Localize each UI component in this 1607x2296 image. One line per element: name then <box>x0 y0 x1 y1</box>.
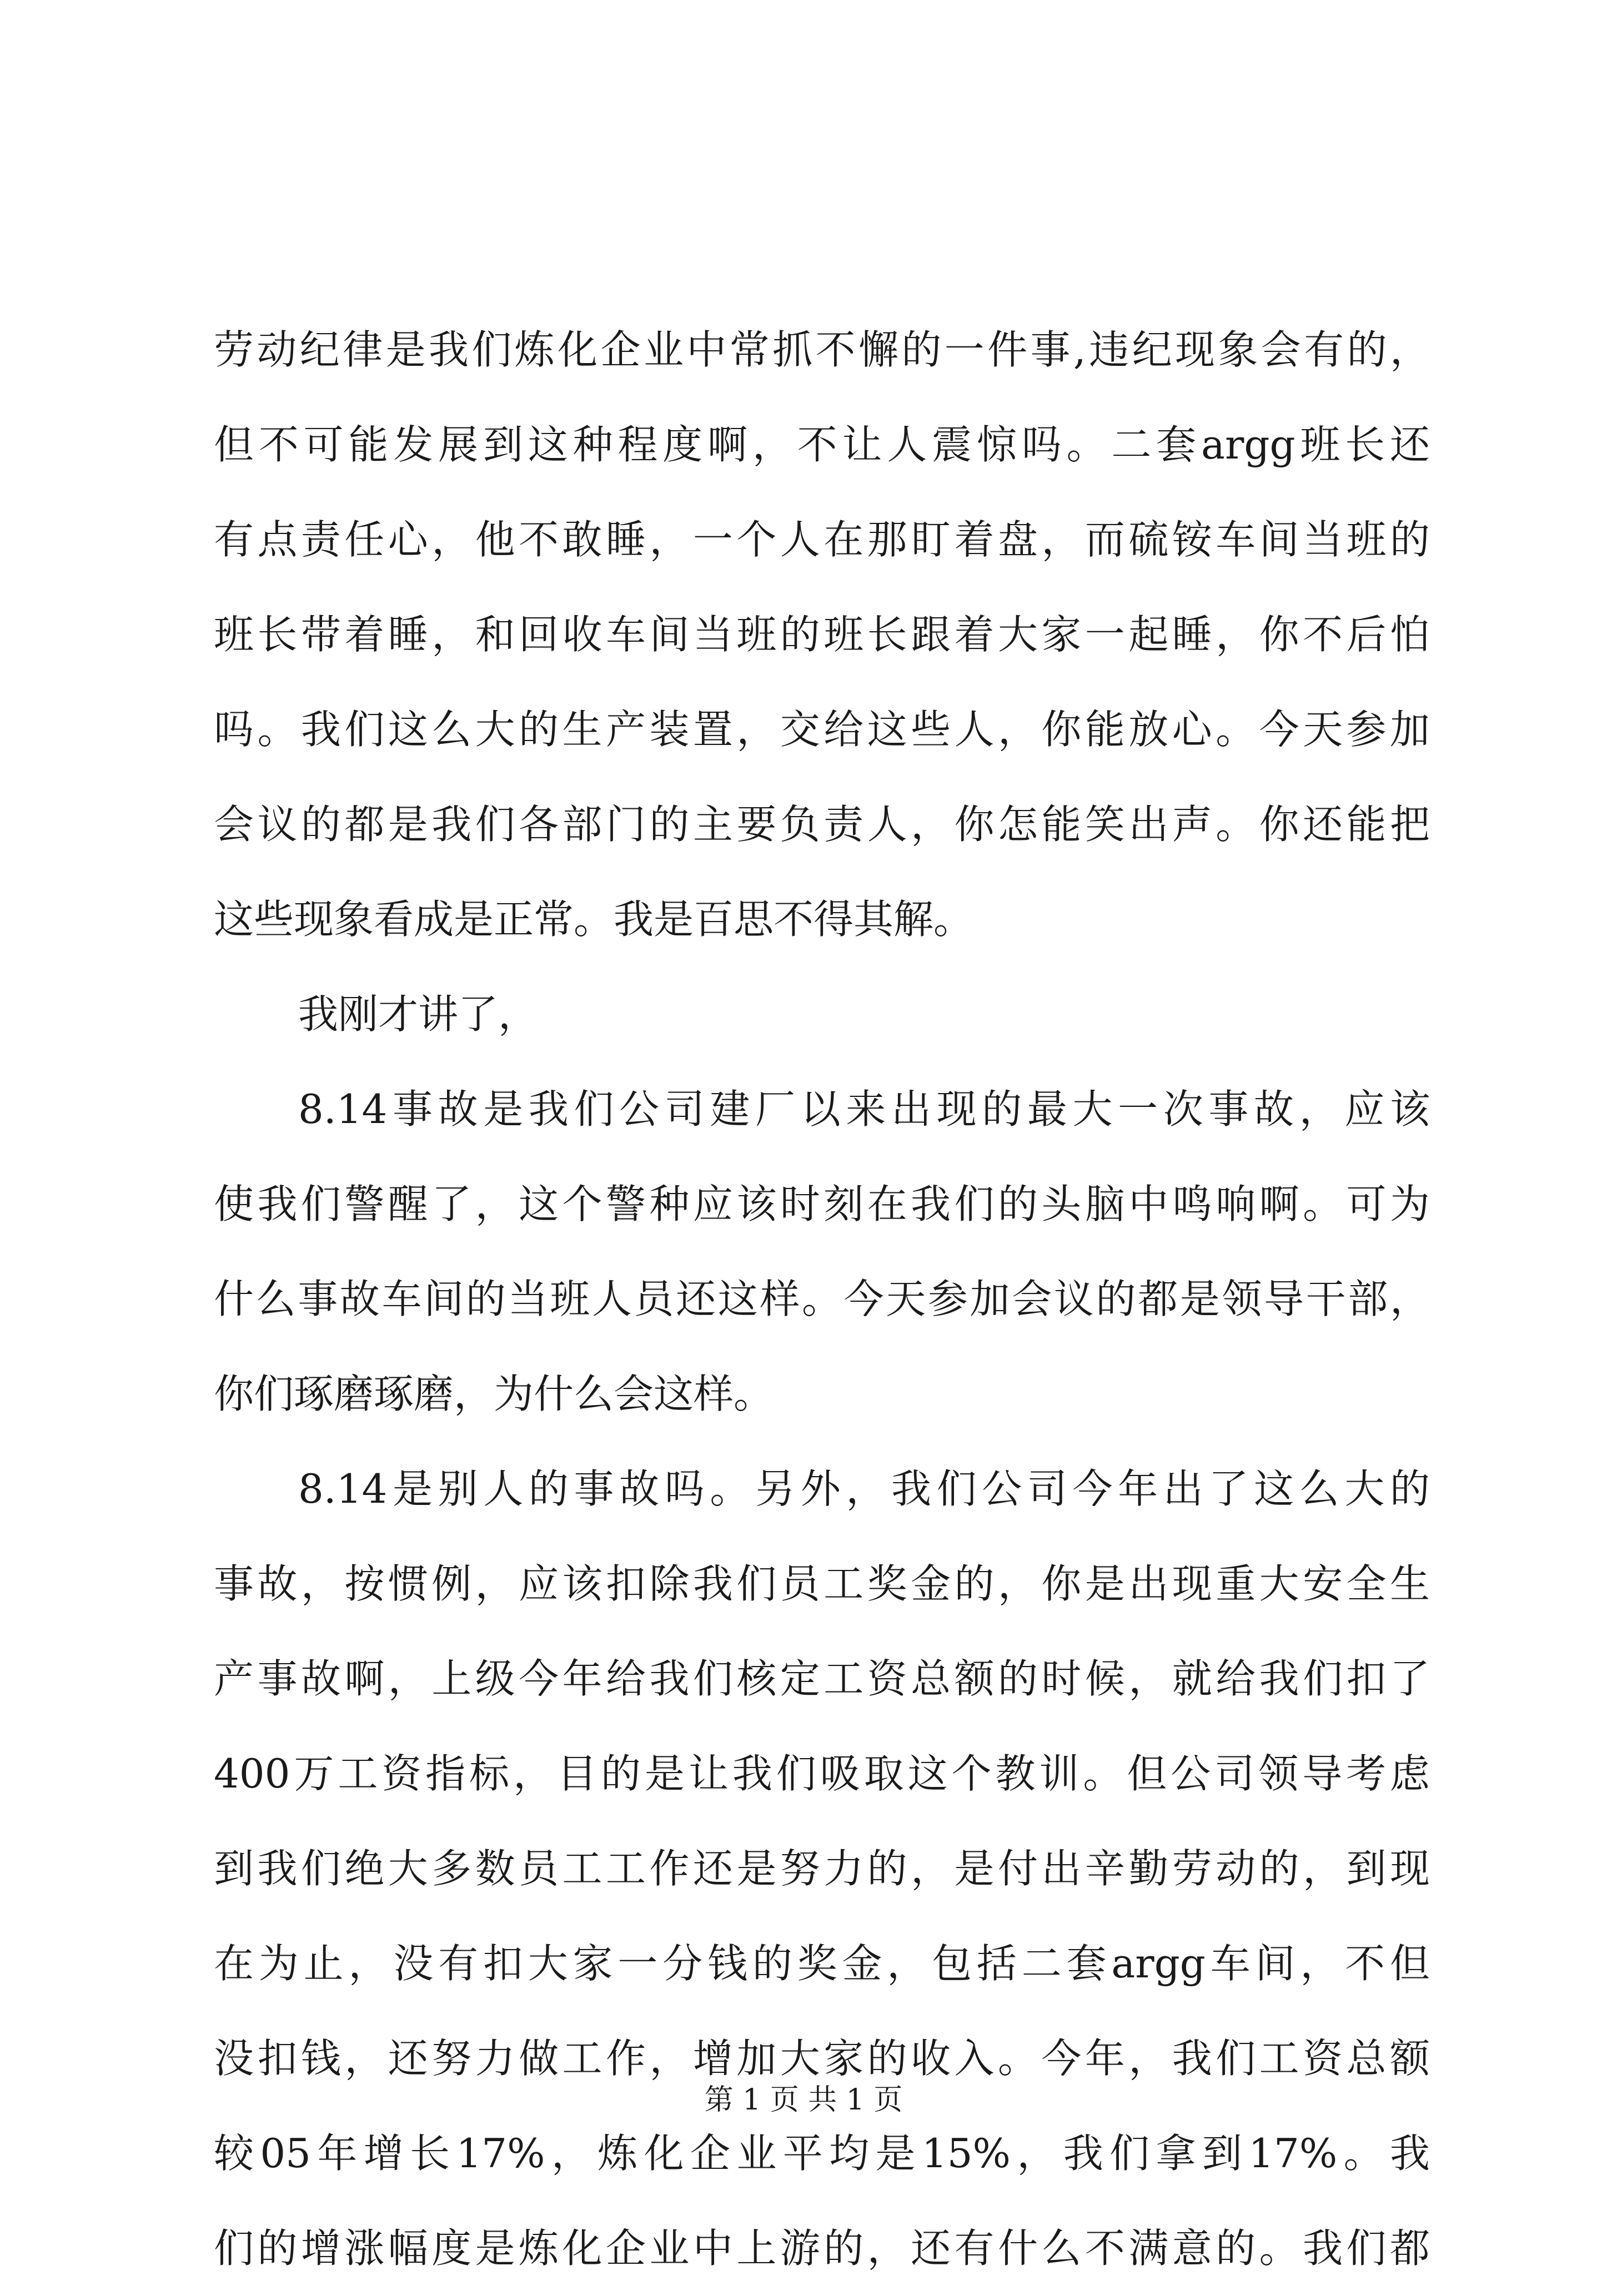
text-line-7: 这些现象看成是正常。我是百思不得其解。 <box>214 896 974 943</box>
text-line-21: 们的增涨幅度是炼化企业中上游的，还有什么不满意的。我们都 <box>214 2225 1430 2272</box>
text-line-17: 到我们绝大多数员工工作还是努力的，是付出辛勤劳动的，到现 <box>214 1845 1430 1892</box>
text-line-18: 在为止，没有扣大家一分钱的奖金，包括二套argg车间，不但 <box>214 1940 1430 1987</box>
page-footer: 第 1 页 共 1 页 <box>704 2083 903 2117</box>
text-line-12: 你们琢磨琢磨，为什么会这样。 <box>214 1371 774 1417</box>
text-line-5: 吗。我们这么大的生产装置，交给这些人，你能放心。今天参加 <box>214 706 1430 753</box>
text-line-8: 我刚才讲了， <box>298 991 539 1038</box>
text-line-13: 8.14是别人的事故吗。另外，我们公司今年出了这么大的 <box>298 1466 1430 1512</box>
text-line-6: 会议的都是我们各部门的主要负责人，你怎能笑出声。你还能把 <box>214 801 1430 848</box>
text-line-14: 事故，按惯例，应该扣除我们员工奖金的，你是出现重大安全生 <box>214 1560 1430 1607</box>
text-line-10: 使我们警醒了，这个警种应该时刻在我们的头脑中鸣响啊。可为 <box>214 1181 1430 1227</box>
text-line-16: 400万工资指标，目的是让我们吸取这个教训。但公司领导考虑 <box>214 1750 1430 1797</box>
text-line-11: 什么事故车间的当班人员还这样。今天参加会议的都是领导干部， <box>214 1276 1430 1322</box>
text-line-2: 但不可能发展到这种程度啊，不让人震惊吗。二套argg班长还 <box>214 421 1430 468</box>
document-body <box>214 303 1430 2296</box>
text-line-1: 劳动纪律是我们炼化企业中常抓不懈的一件事,违纪现象会有的， <box>214 326 1430 373</box>
text-line-19: 没扣钱，还努力做工作，增加大家的收入。今年，我们工资总额 <box>214 2035 1430 2082</box>
text-line-9: 8.14事故是我们公司建厂以来出现的最大一次事故，应该 <box>298 1086 1430 1132</box>
text-line-3: 有点责任心，他不敢睡，一个人在那盯着盘，而硫铵车间当班的 <box>214 516 1430 563</box>
text-line-20: 较05年增长17%，炼化企业平均是15%，我们拿到17%。我 <box>214 2130 1430 2177</box>
text-line-4: 班长带着睡，和回收车间当班的班长跟着大家一起睡，你不后怕 <box>214 611 1430 658</box>
text-line-15: 产事故啊，上级今年给我们核定工资总额的时候，就给我们扣了 <box>214 1655 1430 1702</box>
